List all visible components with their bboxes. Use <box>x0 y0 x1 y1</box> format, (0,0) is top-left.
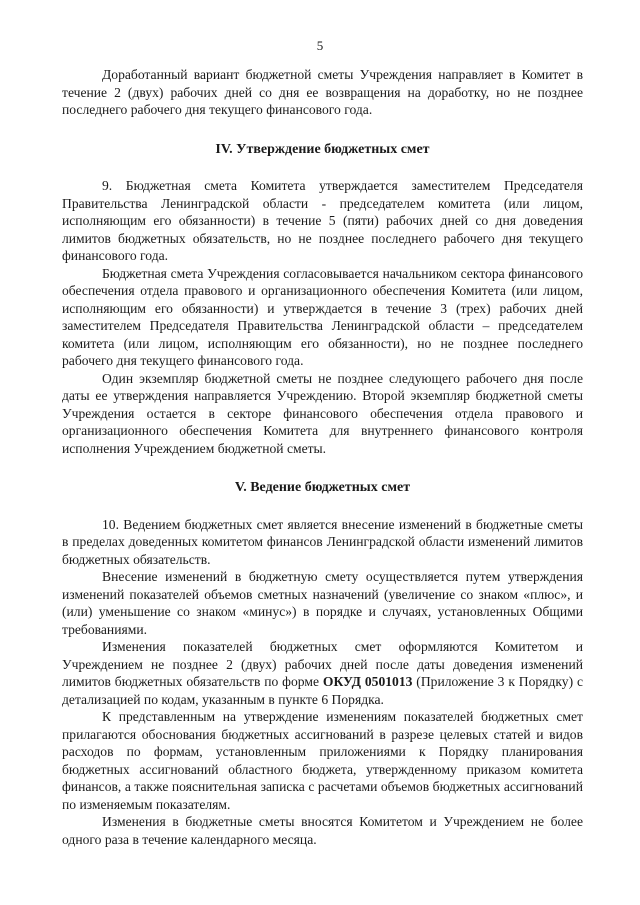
paragraph-text: (Приложение 3 к Порядку) с детализацией по кодам, указанным в пункте 6 Порядка. <box>62 674 584 707</box>
paragraph-text: Изменения показателей бюджетных смет оформляются Комитетом и Учреждением не позднее 2 (двух) рабочих дней после даты доведения изменений лимитов бюджетных обязательств по форме <box>62 639 583 689</box>
section-5-paragraph-1: 10. Ведением бюджетных смет является внесение изменений в бюджетные сметы в пределах доведенных комитетом финансов Ленинградской области изменений лимитов бюджетных обязательств. <box>62 516 583 567</box>
section-4-paragraph-3: Один экземпляр бюджетной сметы не позднее следующего рабочего дня после даты ее утверждения направляется Учреждению. Второй экземпляр бюджетной сметы Учреждения остается в секторе финансового обеспечения отдела правового и организационного обеспечения Комитета для внутреннего финансового контроля исполнения Учреждением бюджетной сметы. <box>62 370 583 456</box>
section-5-heading: V. Ведение бюджетных смет <box>234 480 411 495</box>
form-code: ОКУД 0501013 <box>322 674 413 689</box>
section-5-paragraph-3 <box>62 638 583 708</box>
section-4-heading: IV. Утверждение бюджетных смет <box>215 141 430 157</box>
document-body <box>62 66 583 848</box>
section-4-paragraph-2: Бюджетная смета Учреждения согласовывается начальником сектора финансового обеспечения отдела правового и организационного обеспечения Комитета (или лицом, исполняющим его обязанности) и утверждается в течение 3 (трех) рабочих дней заместителем Председателя Правительства Ленинградской области – председателем комитета (или лицом, исполняющим его обязанности), но не позднее последнего рабочего дня текущего финансового года. <box>62 265 583 368</box>
section-5-paragraph-2: Внесение изменений в бюджетную смету осуществляется путем утверждения изменений показателей объемов сметных назначений (увеличение со знаком «плюс», и (или) уменьшение со знаком «минус») в порядке и случаях, установленных Общими требованиями. <box>62 569 583 637</box>
page-number: 5 <box>316 38 324 53</box>
section-5-paragraph-5: Изменения в бюджетные сметы вносятся Комитетом и Учреждением не более одного раза в течение календарного месяца. <box>62 814 583 847</box>
section-4-paragraph-1: 9. Бюджетная смета Комитета утверждается заместителем Председателя Правительства Ленинградской области - председателем комитета (или лицом, исполняющим его обязанности) в течение 5 (пяти) рабочих дней со дня доведения лимитов бюджетных обязательств, но не позднее последнего рабочего дня текущего финансового года. <box>62 178 583 263</box>
section-5-paragraph-4: К представленным на утверждение изменениям показателей бюджетных смет прилагаются обоснования бюджетных ассигнований в разрезе целевых статей и видов расходов по формам, установленным приложениями к Порядку планирования бюджетных ассигнований областного бюджета, утвержденному приказом комитета финансов, а также пояснительная записка с расчетами объемов бюджетных ассигнований по изменяемым показателям. <box>62 709 583 812</box>
intro-paragraph: Доработанный вариант бюджетной сметы Учреждения направляет в Комитет в течение 2 (двух) рабочих дней со дня ее возвращения на доработку, но не позднее последнего рабочего дня текущего финансового года. <box>62 67 583 117</box>
